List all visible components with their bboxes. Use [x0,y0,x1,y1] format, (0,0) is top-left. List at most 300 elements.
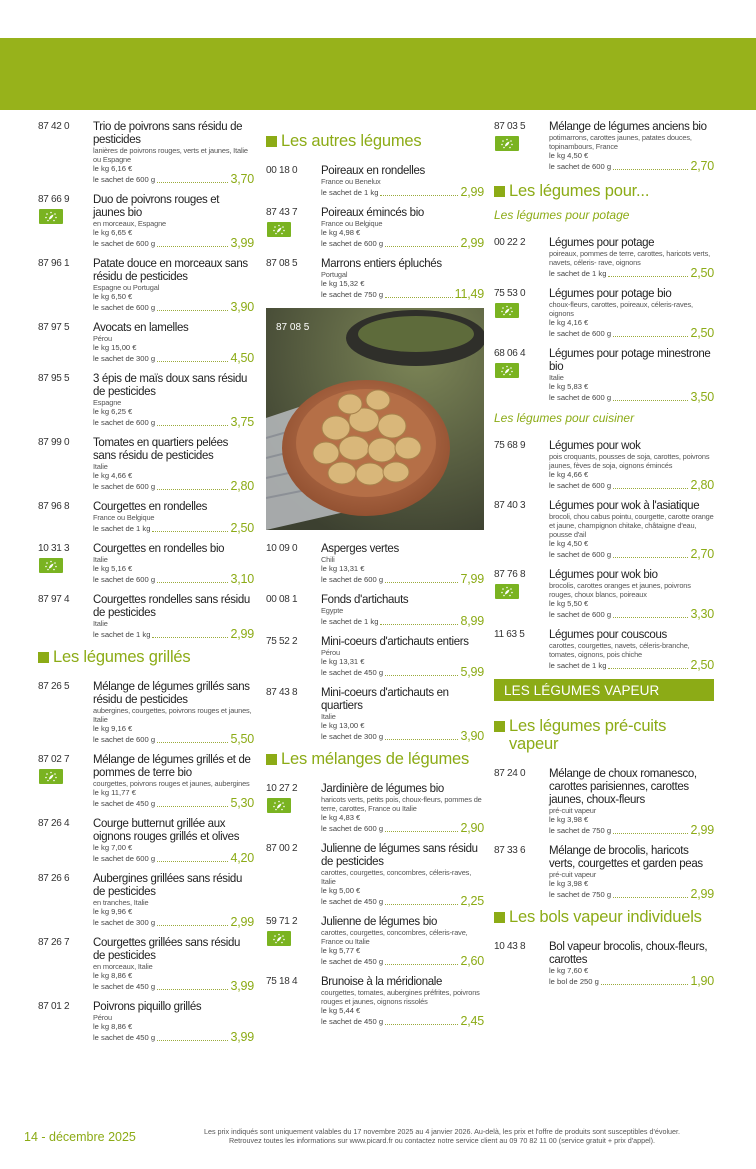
price-per-kg: le kg 4,16 € [549,318,589,327]
dotted-leader [613,169,688,170]
product-name: Poireaux en rondelles [321,163,425,177]
price-per-kg: le kg 8,86 € [93,1022,133,1031]
price-per-kg: le kg 13,00 € [321,721,365,730]
price-per-kg: le kg 6,25 € [93,407,133,416]
dotted-leader [157,742,228,743]
product-price: 4,20 [230,851,254,865]
price-line [549,888,714,900]
product-name: Julienne de légumes bio [321,914,438,928]
product-price: 5,30 [230,796,254,810]
section-title-melanges: Les mélanges de légumes [266,750,484,768]
package-size: le sachet de 450 g [321,1017,384,1026]
product-description: Portugal [321,270,348,279]
product-name: Tomates en quartiers pelées sans résidu de pesticides [93,435,229,462]
product-code: 87 33 6 [494,845,526,856]
product-code: 75 68 9 [494,440,526,451]
price-per-kg: le kg 13,31 € [321,657,365,666]
product-price: 3,50 [690,390,714,404]
product-code: 87 99 0 [38,437,70,448]
price-line [549,160,714,172]
product-name: Mini-coeurs d'artichauts entiers [321,634,469,648]
photo-product-code: 87 08 5 [276,322,310,333]
product-name: Légumes pour couscous [549,627,667,641]
product-name: Duo de poivrons rouges et jaunes bio [93,192,220,219]
dotted-leader [601,984,689,985]
price-line [93,852,254,864]
package-size: le sachet de 750 g [549,890,612,899]
product-item [38,680,254,745]
product-code: 87 97 5 [38,322,70,333]
price-line [93,416,254,428]
dotted-leader [157,310,228,311]
product-code: 10 09 0 [266,543,298,554]
package-size: le sachet de 600 g [93,854,156,863]
dotted-leader [157,182,228,183]
product-code: 10 43 8 [494,941,526,952]
product-price: 2,99 [460,236,484,250]
package-size: le sachet de 600 g [549,550,612,559]
product-code: 10 31 3 [38,543,70,554]
product-code: 87 00 2 [266,843,298,854]
product-name: Légumes pour potage bio [549,286,672,300]
price-line [321,573,484,585]
product-description: Pérou [321,648,340,657]
product-code: 00 18 0 [266,165,298,176]
package-size: le sachet de 1 kg [549,661,607,670]
product-name: Courgettes en rondelles [93,499,208,513]
product-name: Courgettes en rondelles bio [93,541,225,555]
product-name: Mélange de légumes grillés et de pommes de terre bio [93,752,251,779]
product-price: 2,99 [690,887,714,901]
section-square-icon [494,186,505,197]
price-line [93,573,254,585]
price-line [549,327,714,339]
product-item [266,635,484,678]
price-per-kg: le kg 4,66 € [93,471,133,480]
price-line [549,608,714,620]
product-name: Poireaux émincés bio [321,205,424,219]
product-description: en tranches, Italie [93,898,149,907]
package-size: le sachet de 450 g [93,1033,156,1042]
product-item [38,193,254,249]
package-size: le sachet de 450 g [93,799,156,808]
product-code: 87 03 5 [494,121,526,132]
product-item [38,753,254,809]
package-size: le sachet de 300 g [93,354,156,363]
package-size: le sachet de 600 g [93,482,156,491]
product-item [38,257,254,313]
price-per-kg: le kg 5,16 € [93,564,133,573]
package-size: le sachet de 600 g [549,481,612,490]
product-item [494,844,714,900]
product-description: Chili [321,555,335,564]
product-code: 75 18 4 [266,976,298,987]
product-price: 2,90 [460,821,484,835]
product-code: 87 43 8 [266,687,298,698]
dotted-leader [157,925,228,926]
product-description: brocolis, carottes oranges et jaunes, poivrons rouges, choux blancs, poireaux [549,581,691,599]
dotted-leader [385,297,453,298]
product-name: Courgettes grillées sans résidu de pesticides [93,935,241,962]
package-size: le sachet de 1 kg [93,630,151,639]
product-description: courgettes, poivrons rouges et jaunes, aubergines [93,779,250,788]
product-price: 2,70 [690,547,714,561]
product-code: 87 97 4 [38,594,70,605]
chestnut-photo [266,308,484,530]
price-line [549,479,714,491]
product-price: 5,50 [230,732,254,746]
price-line [93,522,254,534]
product-item [266,686,484,742]
product-description: Espagne [93,398,122,407]
price-line [549,548,714,560]
product-name: Jardinière de légumes bio [321,781,444,795]
product-price: 11,49 [454,287,484,301]
product-code: 87 76 8 [494,569,526,580]
price-line [321,666,484,678]
price-line [549,975,714,987]
price-per-kg: le kg 6,50 € [93,292,133,301]
product-price: 2,99 [690,823,714,837]
eu-organic-leaf-icon [39,209,63,224]
dotted-leader [385,675,458,676]
section-title-pour: Les légumes pour... [494,182,714,200]
product-price: 5,99 [460,665,484,679]
product-code: 87 26 7 [38,937,70,948]
column-left [38,120,254,1051]
product-item [494,767,714,836]
product-code: 87 08 5 [266,258,298,269]
dotted-leader [385,1024,458,1025]
package-size: le sachet de 1 kg [321,617,379,626]
column-right [494,120,714,995]
product-item [266,782,484,834]
price-per-kg: le kg 4,66 € [549,470,589,479]
package-size: le sachet de 450 g [93,982,156,991]
product-price: 1,90 [690,974,714,988]
section-square-icon [494,912,505,923]
product-price: 2,45 [460,1014,484,1028]
product-name: Légumes pour wok [549,438,641,452]
product-code: 10 27 2 [266,783,298,794]
dotted-leader [152,531,228,532]
dotted-leader [613,897,688,898]
product-item [266,257,484,300]
product-code: 87 26 4 [38,818,70,829]
product-code: 00 08 1 [266,594,298,605]
price-line [93,1031,254,1043]
legal-notice [152,1127,732,1145]
product-price: 3,99 [230,1030,254,1044]
dotted-leader [157,861,228,862]
dotted-leader [608,276,688,277]
package-size: le sachet de 600 g [549,610,612,619]
eu-organic-leaf-icon [39,769,63,784]
product-item [266,975,484,1027]
product-name: Mini-coeurs d'artichauts en quartiers [321,685,449,712]
product-code: 87 01 2 [38,1001,70,1012]
dotted-leader [613,833,688,834]
package-size: le sachet de 600 g [549,329,612,338]
dotted-leader [385,246,458,247]
page-number: 14 - décembre 2025 [24,1130,136,1144]
product-description: Italie [549,373,564,382]
eu-organic-leaf-icon [495,136,519,151]
dotted-leader [157,246,228,247]
dotted-leader [152,637,228,638]
dotted-leader [613,336,688,337]
product-item [266,915,484,967]
product-item [38,500,254,534]
package-size: le sachet de 1 kg [549,269,607,278]
dotted-leader [157,425,228,426]
eu-organic-leaf-icon [267,222,291,237]
product-name: Julienne de légumes sans résidu de pesticides [321,841,478,868]
package-size: le sachet de 600 g [549,162,612,171]
subsection-potage: Les légumes pour potage [494,208,630,222]
product-description: Italie [93,619,108,628]
price-per-kg: le kg 5,77 € [321,946,361,955]
dotted-leader [157,806,228,807]
price-line [93,301,254,313]
product-price: 3,90 [460,729,484,743]
product-code: 00 22 2 [494,237,526,248]
legal-line: Les prix indiqués sont uniquement valables du 17 novembre 2025 au 4 janvier 2026. Au-delà, les prix et l'offre de produits sont susceptibles d'évoluer. [203,1127,681,1136]
product-price: 2,60 [460,954,484,968]
dotted-leader [385,739,458,740]
product-price: 3,75 [230,415,254,429]
product-description: carottes, courgettes, navets, céleris-branche, tomates, oignons, pois chiche [549,641,690,659]
price-line [321,822,484,834]
price-per-kg: le kg 9,96 € [93,907,133,916]
product-code: 87 95 5 [38,373,70,384]
product-code: 87 26 5 [38,681,70,692]
product-name: Courgettes rondelles sans résidu de pesticides [93,592,250,619]
section-square-icon [494,721,505,732]
product-description: choux-fleurs, carottes, poireaux, céleris-raves, oignons [549,300,693,318]
product-name: Mélange de brocolis, haricots verts, courgettes et garden peas [549,843,703,870]
package-size: le sachet de 600 g [93,239,156,248]
product-price: 2,25 [460,894,484,908]
price-line [549,267,714,279]
product-price: 2,99 [230,627,254,641]
eu-organic-leaf-icon [39,558,63,573]
price-per-kg: le kg 7,60 € [549,966,589,975]
dotted-leader [613,557,688,558]
package-size: le sachet de 750 g [549,826,612,835]
product-code: 87 26 6 [38,873,70,884]
price-per-kg: le kg 7,00 € [93,843,133,852]
product-item [38,321,254,364]
section-square-icon [266,136,277,147]
product-name: Aubergines grillées sans résidu de pesticides [93,871,243,898]
price-line [93,628,254,640]
product-price: 3,10 [230,572,254,586]
dotted-leader [613,400,688,401]
package-size: le sachet de 750 g [321,290,384,299]
product-description: haricots verts, petits pois, choux-fleurs, pommes de terre, carottes, France ou Italie [321,795,482,813]
product-item [38,1000,254,1043]
product-code: 87 96 1 [38,258,70,269]
dotted-leader [380,195,458,196]
product-item [38,372,254,428]
package-size: le bol de 250 g [549,977,599,986]
dotted-leader [613,488,688,489]
price-line [321,186,484,198]
product-item [266,593,484,627]
price-per-kg: le kg 3,98 € [549,879,589,888]
product-description: poireaux, pommes de terre, carottes, haricots verts, navets, céleris- rave, oignons [549,249,711,267]
product-description: France ou Belgique [321,219,383,228]
package-size: le sachet de 600 g [321,824,384,833]
product-item [494,568,714,620]
price-line [321,237,484,249]
product-code: 87 40 3 [494,500,526,511]
product-name: 3 épis de maïs doux sans résidu de pesticides [93,371,248,398]
product-description: Egypte [321,606,344,615]
eu-organic-leaf-icon [267,931,291,946]
dotted-leader [385,904,458,905]
product-name: Mélange de choux romanesco, carottes parisiennes, carottes jaunes, choux-fleurs [549,766,697,806]
product-name: Asperges vertes [321,541,399,555]
product-item [38,817,254,864]
price-line [93,733,254,745]
product-description: France ou Benelux [321,177,381,186]
price-per-kg: le kg 4,83 € [321,813,361,822]
product-name: Avocats en lamelles [93,320,189,334]
product-price: 2,50 [230,521,254,535]
dotted-leader [385,582,458,583]
dotted-leader [608,668,688,669]
product-price: 3,70 [230,172,254,186]
product-item [266,164,484,198]
product-price: 2,50 [690,326,714,340]
product-code: 75 52 2 [266,636,298,647]
product-price: 7,99 [460,572,484,586]
price-line [93,173,254,185]
price-line [321,895,484,907]
product-name: Marrons entiers épluchés [321,256,442,270]
dotted-leader [157,361,228,362]
product-price: 3,30 [690,607,714,621]
product-name: Légumes pour wok bio [549,567,658,581]
product-code: 59 71 2 [266,916,298,927]
product-name: Mélange de légumes anciens bio [549,119,707,133]
section-title-grilles: Les légumes grillés [38,648,254,666]
product-item [494,120,714,172]
price-line [321,730,484,742]
price-line [93,237,254,249]
product-name: Légumes pour potage [549,235,655,249]
price-line [321,615,484,627]
dotted-leader [385,831,458,832]
price-per-kg: le kg 4,50 € [549,539,589,548]
section-square-icon [38,652,49,663]
product-code: 87 24 0 [494,768,526,779]
package-size: le sachet de 450 g [321,957,384,966]
dotted-leader [157,582,228,583]
product-description: potimarrons, carottes jaunes, patates douces, topinambours, France [549,133,692,151]
product-item [494,439,714,491]
product-price: 3,90 [230,300,254,314]
price-per-kg: le kg 5,50 € [549,599,589,608]
package-size: le sachet de 300 g [93,918,156,927]
product-code: 11 63 5 [494,629,525,640]
section-square-icon [266,754,277,765]
price-per-kg: le kg 15,00 € [93,343,137,352]
product-item [494,287,714,339]
price-line [93,980,254,992]
price-line [549,659,714,671]
product-item [266,206,484,249]
product-name: Légumes pour wok à l'asiatique [549,498,700,512]
dotted-leader [157,489,228,490]
price-line [93,797,254,809]
product-item [266,842,484,907]
price-line [93,480,254,492]
package-size: le sachet de 1 kg [321,188,379,197]
product-item [494,499,714,560]
product-name: Fonds d'artichauts [321,592,409,606]
price-per-kg: le kg 15,32 € [321,279,365,288]
product-item [266,542,484,585]
package-size: le sachet de 600 g [93,575,156,584]
price-line [93,352,254,364]
product-description: pré-cuit vapeur [549,806,597,815]
package-size: le sachet de 600 g [93,175,156,184]
dotted-leader [613,617,688,618]
price-per-kg: le kg 5,83 € [549,382,589,391]
column-middle [266,120,484,1035]
price-per-kg: le kg 3,98 € [549,815,589,824]
product-item [38,120,254,185]
price-per-kg: le kg 6,16 € [93,164,133,173]
product-name: Légumes pour potage minestrone bio [549,346,711,373]
package-size: le sachet de 450 g [321,897,384,906]
product-name: Courge butternut grillée aux oignons rouges grillés et olives [93,816,240,843]
product-name: Mélange de légumes grillés sans résidu de pesticides [93,679,250,706]
product-item [494,236,714,279]
price-per-kg: le kg 5,44 € [321,1006,361,1015]
package-size: le sachet de 300 g [321,732,384,741]
product-code: 87 02 7 [38,754,70,765]
dotted-leader [385,964,458,965]
price-per-kg: le kg 4,50 € [549,151,589,160]
product-description: Italie [321,712,336,721]
footer [0,1124,756,1154]
package-size: le sachet de 1 kg [93,524,151,533]
product-description: carottes, courgettes, concombres, céleris-rave, France ou Italie [321,928,468,946]
dotted-leader [157,1040,228,1041]
product-description: Espagne ou Portugal [93,283,160,292]
product-code: 87 66 9 [38,194,70,205]
eu-organic-leaf-icon [267,798,291,813]
price-line [321,288,484,300]
product-name: Patate douce en morceaux sans résidu de pesticides [93,256,248,283]
price-line [321,955,484,967]
product-description: aubergines, courgettes, poivrons rouges et jaunes, Italie [93,706,252,724]
product-name: Bol vapeur brocolis, choux-fleurs, carottes [549,939,708,966]
header-banner [0,38,756,110]
price-line [549,824,714,836]
dotted-leader [157,989,228,990]
package-size: le sachet de 600 g [93,735,156,744]
product-price: 2,50 [690,658,714,672]
product-name: Poivrons piquillo grillés [93,999,202,1013]
product-price: 4,50 [230,351,254,365]
product-code: 87 42 0 [38,121,70,132]
product-item [494,628,714,671]
